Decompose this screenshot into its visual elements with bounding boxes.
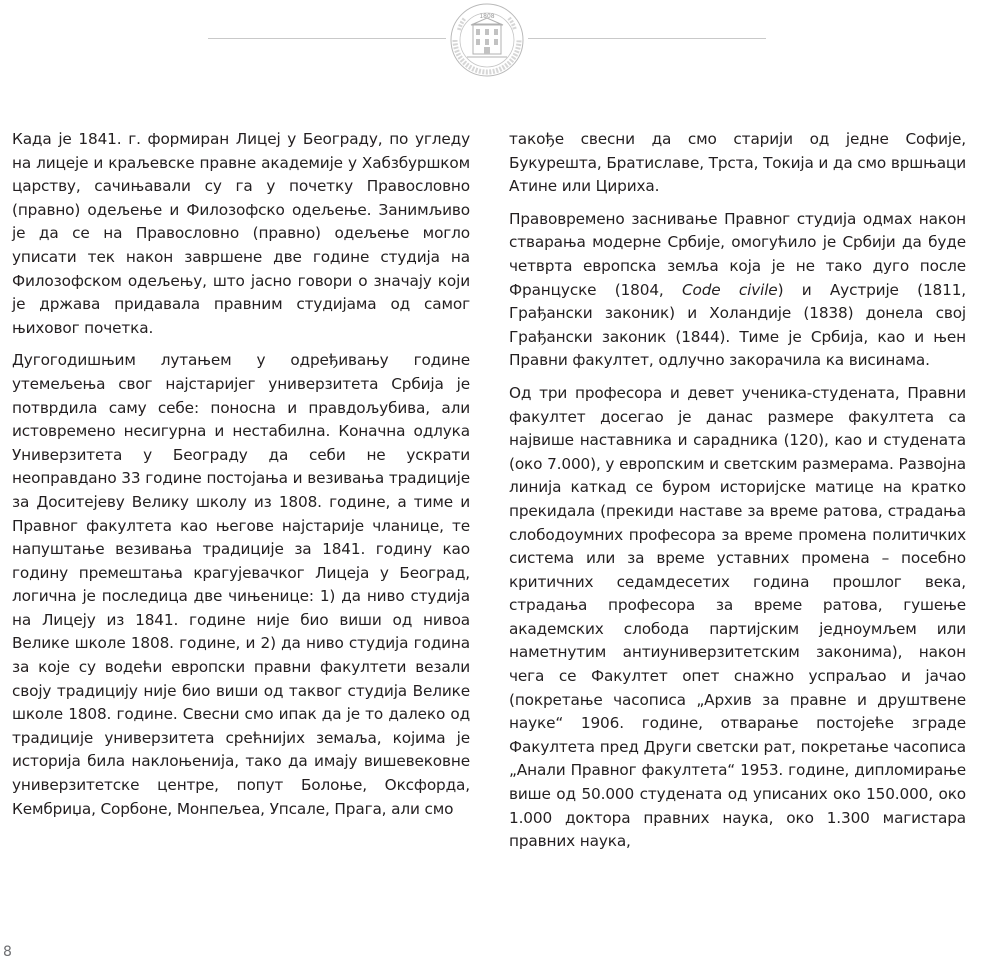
left-column xyxy=(12,128,470,830)
seal-year: 1808 xyxy=(479,13,495,20)
paragraph: такође свесни да смо старији од једне Софије, Букурешта, Братиславе, Трста, Токија и да смо вршњаци Атине или Цириха. xyxy=(509,130,966,196)
paragraph xyxy=(509,208,966,373)
paragraph-text: ) и Аустрије (1811, Грађански законик) и Холандије (1838) донела свој Грађански законик (1844). Тиме је Србија, као и њен Правни факултет, одлучно закорачила ка висинама. xyxy=(509,280,966,370)
paragraph: Од три професора и девет ученика-студената, Правни факултет досегао је данас размере факултета са највише наставника и сарадника (120), као и студената (око 7.000), у европским и светским размерама. Развојна линија каткад се буром историјске матице на кратко прекидала (прекиди наставе за време ратова, страдања слободоумних професора за време промена политичких система или за време уставних промена – посебно критичних седамдесетих година прошлог века, страдања професора за време ратова, гушење академских слобода партијским једноумљем или наметнутим антиуниверзитетским законима), након чега се Факултет опет снажно успраљао и јачао (покретање часописа „Архив за правне и друштвене науке“ 1906. године, отварање постојеће зграде Факултета пред Други светски рат, покретање часописа „Анали Правног факултета“ 1953. године, дипломирање више од 50.000 студената од уписаних око 150.000, око 1.000 доктора правних наука, око 1.300 магистара правних наука, xyxy=(509,383,966,851)
paragraph: Дугогодишњим лутањем у одређивању године утемељења свог најстаријег универзитета Србија је потврдила саму себе: поносна и правдољубива, али истовремено несигурна и нестабилна. Коначна одлука Универзитета у Београду да себи не ускрати неоправдано 33 године постојања и везивања традиције за Доситејеву Велику школу из 1808. године, а тиме и Правног факултета као његове најстарије чланице, те напуштање везивања традиције за 1841. годину као годину премештања крагујевачког Лицеја у Београд, логична је последица две чињенице: 1) да ниво студија на Лицеју из 1841. године није био виши од нивоа Велике школе 1808. године, и 2) да ниво студија година за које су водећи европски правни факултети везали своју традицију није био виши од таквог студија Велике школе 1808. године. Свесни смо ипак да је то далеко од традиције универзитета срећнијих земаља, којима је историја била наклоњенија, тако да имају вишевековне универзитетске центре, попут Болоње, Оксфорда, Кембриџа, Сорбоне, Монпељеа, Упсале, Прага, али смо xyxy=(12,351,470,818)
italic-term: Code civile xyxy=(681,280,778,299)
paragraph-text: Правовремено заснивање Правног студија одмах након стварања модерне Србије, омогућило је Србији да буде четврта европска земља која је не тако дуго после Француске (1804, xyxy=(509,209,966,299)
right-column xyxy=(509,128,966,863)
header-rule-right xyxy=(528,38,766,39)
header-rule-left xyxy=(208,38,446,39)
university-seal-icon xyxy=(449,2,525,78)
page-number: 8 xyxy=(3,944,12,960)
paragraph: Када је 1841. г. формиран Лицеј у Београду, по угледу на лицеје и краљевске правне академије у Хабзбуршком царству, сачињавали су га у почетку Правословно (правно) одељење и Филозофско одељење. Занимљиво је да се на Правословно (правно) одељење могло уписати тек након завршене две године студија на Филозофском одељењу, што јасно говори о значају који је држава придавала правним студијама од самог њиховог почетка. xyxy=(12,130,470,337)
